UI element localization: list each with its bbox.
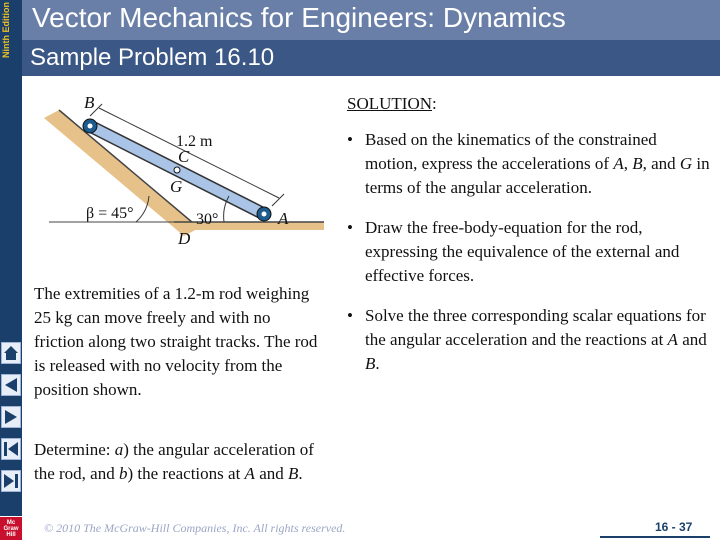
period: . [298,464,303,483]
step-1-point-b: B [632,154,643,173]
solution-step-2 [347,216,713,288]
part-b-text: ) the reactions at [127,464,245,483]
label-d: D [178,229,191,248]
edition-tab [0,0,22,76]
step-3-point-a: A [667,330,678,349]
solution-label: SOLUTION [347,94,432,113]
step-1-text-b: in terms of the angular acceleration. [365,154,710,197]
label-a: A [278,209,289,228]
edition-label: Ninth Edition [1,2,11,58]
part-a-label: a [114,440,124,459]
last-button[interactable] [1,470,21,492]
page-number: 16 - 37 [655,520,693,534]
part-b-label: b [118,464,128,483]
title-bar [0,0,720,40]
label-length: 1.2 m [176,133,213,150]
step-1-text-a: Based on the kinematics of the constrained motion, express the accelerations of [365,130,657,173]
bullet-dot: • [347,306,353,325]
step-3-point-b: B [365,354,376,373]
page-underline [600,536,710,538]
step-1-sep-2: , and [642,154,680,173]
solution-step-1 [347,128,713,200]
back-button[interactable] [1,374,21,396]
step-1-point-g: G [679,154,693,173]
first-button[interactable] [1,438,21,460]
label-c: C [178,147,190,166]
point-a: A [244,464,255,483]
publisher-logo [0,517,22,540]
home-icon [2,343,20,363]
solution-step-3 [347,304,713,376]
bullet-dot: • [347,130,353,149]
solution-heading [347,92,437,116]
step-3-text-a: Solve the three corresponding scalar equations for the angular acceleration and the reactions at [365,306,706,349]
forward-icon [2,407,20,427]
part-a-text: ) the angular acceleration of the rod, and [34,440,314,483]
solution-colon: : [432,94,437,113]
problem-statement: The extremities of a 1.2-m rod weighing 25 kg can move freely and with no friction along two straight tracks. The rod is released with no velocity from the position shown. [34,284,318,399]
home-button[interactable] [1,342,21,364]
label-g: G [170,177,183,196]
point-b: B [287,464,299,483]
slide-subtitle: Sample Problem 16.10 [30,44,275,71]
center-g [174,167,180,173]
copyright-notice: © 2010 The McGraw-Hill Companies, Inc. All rights reserved. [44,521,346,535]
pin-a-center [262,212,267,217]
bullet-dot: • [347,218,353,237]
logo-text: Mc Graw Hill [3,520,19,538]
first-icon [2,439,20,459]
problem-figure [24,88,324,258]
step-2-text: Draw the free-body-equation for the rod, expressing the equivalence of the external and effective forces. [365,218,680,285]
step-3-end: . [375,354,380,373]
step-1-point-a: A [613,154,624,173]
label-b: B [84,93,95,112]
step-1-sep-1: , [623,154,633,173]
determine-text [34,438,334,486]
back-icon [2,375,20,395]
slide-title: Vector Mechanics for Engineers: Dynamics [32,2,566,33]
forward-button[interactable] [1,406,21,428]
last-icon [2,471,20,491]
step-3-and: and [677,330,707,349]
determine-prefix: Determine: [34,440,115,459]
label-angle-30: 30° [196,211,219,228]
pin-b-center [88,124,93,129]
label-beta: β = 45° [86,205,134,222]
and-text: and [254,464,288,483]
subtitle-bar [22,40,720,76]
